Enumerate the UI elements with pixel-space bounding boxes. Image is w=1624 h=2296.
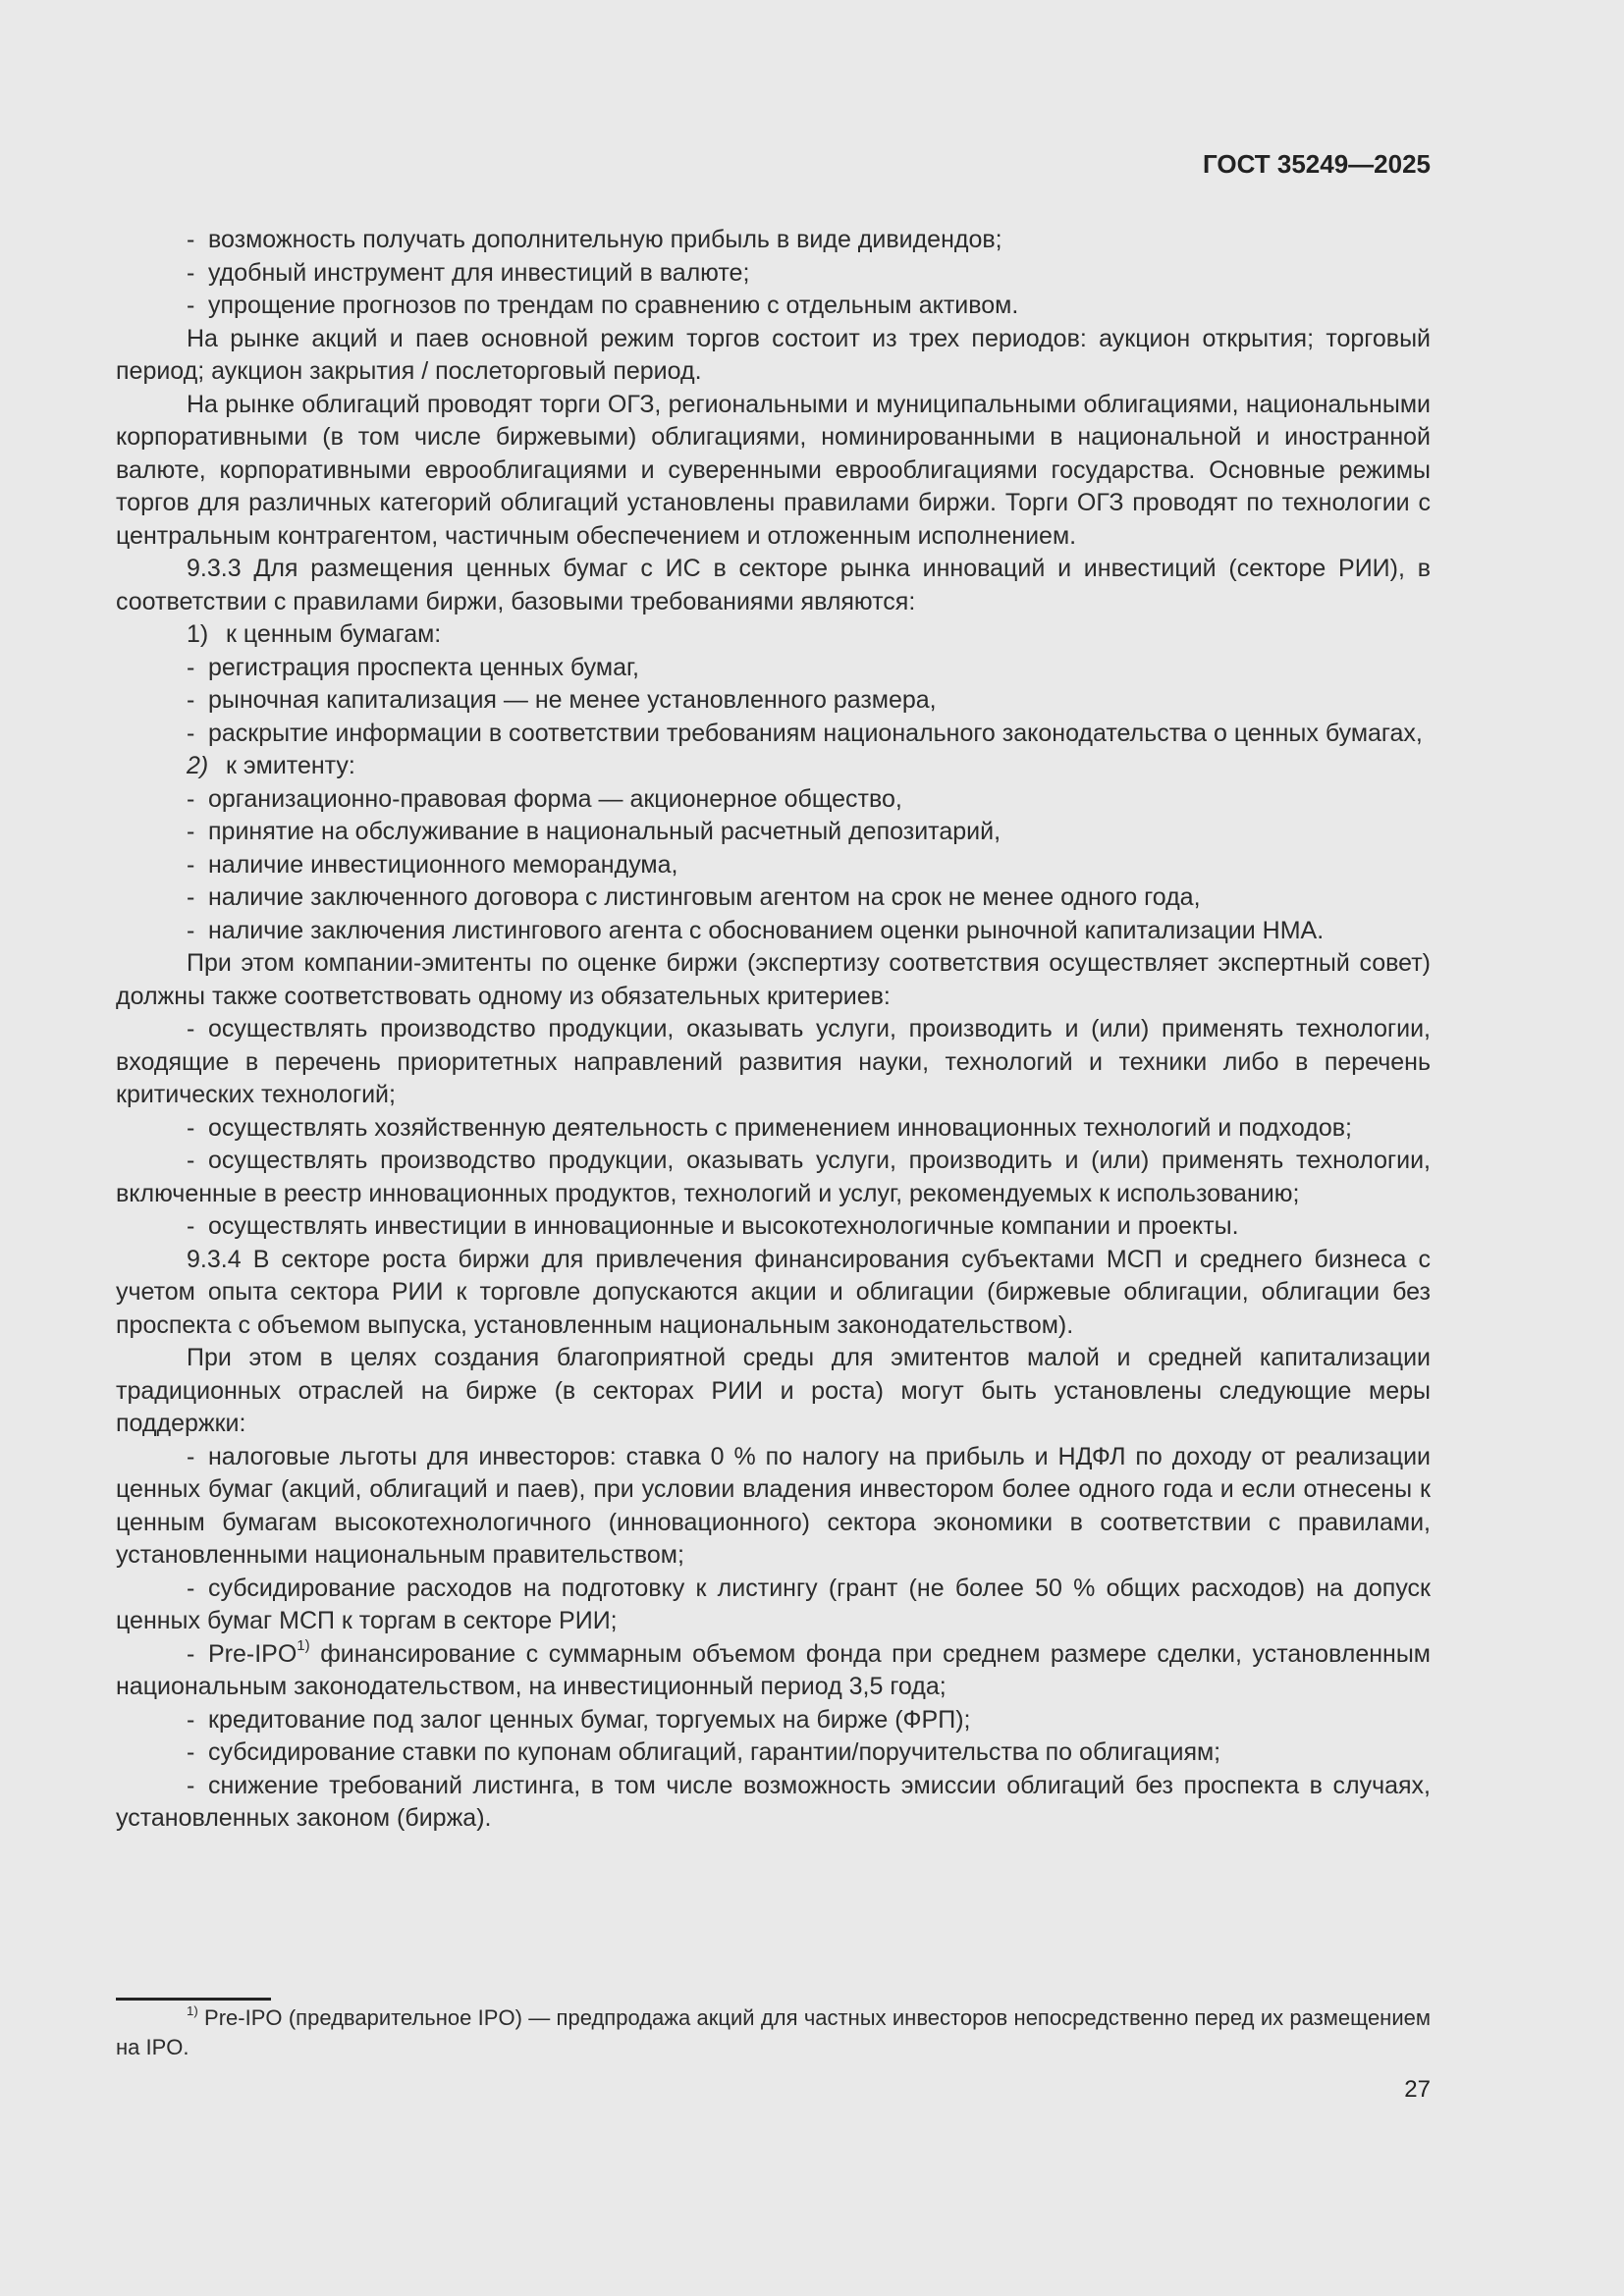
footnote-reference[interactable]: 1) [297,1637,310,1655]
bullet-item [116,684,1431,718]
bullet-item [116,1013,1431,1112]
bullet-item [116,257,1431,291]
bullet-text: раскрытие информации в соответствии требованиям национального законодательства о ценных бумагах, [208,719,1423,747]
bullet-dash: - [187,1015,195,1042]
bullet-dash: - [187,818,195,845]
bullet-text: осуществлять инвестиции в инновационные и высокотехнологичные компании и проекты. [208,1212,1239,1240]
bullet-text: снижение требований листинга, в том числе возможность эмиссии облигаций без проспекта в случаях, установленных законом (биржа). [116,1771,1431,1832]
bullet-text-start: Pre-IPO [208,1639,298,1668]
item-text: к эмитенту: [226,752,355,779]
bullet-dash: - [187,1639,195,1668]
bullet-text: наличие заключенного договора с листинговым агентом на срок не менее одного года, [208,883,1201,911]
bullet-dash: - [187,226,195,253]
paragraph: При этом компании-эмитенты по оценке биржи (экспертизу соответствия осуществляет экспертный совет) должны также соответствовать одному из обязательных критериев: [116,949,1431,1010]
bullet-text: наличие заключения листингового агента с обоснованием оценки рыночной капитализации НМА. [208,916,1325,944]
bullet-text-rest: финансирование с суммарным объемом фонда при среднем размере сделки, установленным национальным законодательством, на инвестиционный период 3,5 года; [116,1639,1431,1700]
footnote-text: Pre-IPO (предварительное IPO) — предпродажа акций для частных инвесторов непосредственно перед их размещением на IPO. [116,2005,1431,2059]
item-number: 2) [187,752,209,779]
numbered-item [116,750,1431,783]
bullet-item [116,816,1431,849]
bullet-text: возможность получать дополнительную прибыль в виде дивидендов; [208,226,1002,253]
bullet-item [116,652,1431,685]
bullet-item [116,290,1431,323]
bullet-dash: - [187,784,195,813]
bullet-text: налоговые льготы для инвесторов: ставка 0 % по налогу на прибыль и НДФЛ по доходу от реализации ценных бумаг (акций, облигаций и паев), при условии владения инвестором более одного года и если отнесены к ценным бумагам высокотехнологичного (инновационного) сектора экономики в соответствии с правилами, установленными национальным правительством; [116,1442,1431,1569]
item-text: к ценным бумагам: [226,620,442,648]
bullet-dash: - [187,1113,195,1142]
bullet-dash: - [187,916,195,944]
paragraph: На рынке акций и паев основной режим торгов состоит из трех периодов: аукцион открытия; торговый период; аукцион закрытия / послеторговый период. [116,324,1431,385]
bullet-item [116,1145,1431,1210]
bullet-item [116,881,1431,915]
bullet-item [116,718,1431,751]
bullet-dash: - [187,1771,195,1799]
bullet-dash: - [187,686,195,714]
bullet-dash: - [187,653,195,681]
bullet-text: субсидирование расходов на подготовку к листингу (грант (не более 50 % общих расходов) на допуск ценных бумаг МСП к торгам в секторе РИИ; [116,1574,1431,1634]
footnote-separator [116,1998,271,2001]
item-number: 1) [187,620,209,648]
bullet-text: наличие инвестиционного меморандума, [208,850,678,879]
bullet-dash: - [187,850,195,879]
bullet-item [116,915,1431,948]
bullet-text: осуществлять производство продукции, оказывать услуги, производить и (или) применять технологии, входящие в перечень приоритетных направлений развития науки, технологий и техники либо в перечень критических технологий; [116,1015,1431,1108]
bullet-dash: - [187,1738,195,1766]
bullet-dash: - [187,1147,195,1174]
bullet-item [116,1770,1431,1836]
bullet-text: удобный инструмент для инвестиций в валюте; [208,258,750,287]
bullet-dash: - [187,258,195,287]
bullet-item [116,1441,1431,1573]
bullet-text: осуществлять производство продукции, оказывать услуги, производить и (или) применять технологии, включенные в реестр инновационных продуктов, технологий и услуг, рекомендуемых к использованию; [116,1147,1431,1207]
bullet-dash: - [187,883,195,911]
doc-code-header: ГОСТ 35249—2025 [1203,149,1431,179]
bullet-item [116,1210,1431,1244]
bullet-dash: - [187,1442,195,1470]
bullet-dash: - [187,1212,195,1240]
paragraph: На рынке облигаций проводят торги ОГЗ, региональными и муниципальными облигациями, национальными корпоративными (в том числе биржевыми) облигациями, номинированными в национальной и иностранной валюте, корпоративными еврооблигациями и суверенными еврооблигациями государства. Основные режимы торгов для различных категорий облигаций установлены правилами биржи. Торги ОГЗ проводят по технологии с центральным контрагентом, частичным обеспечением и отложенным исполнением. [116,390,1431,550]
bullet-item [116,1704,1431,1737]
bullet-text: кредитование под залог ценных бумаг, торгуемых на бирже (ФРП); [208,1705,971,1734]
bullet-text: субсидирование ставки по купонам облигаций, гарантии/поручительства по облигациям; [208,1738,1221,1766]
bullet-text: рыночная капитализация — не менее установленного размера, [208,686,937,714]
bullet-text: упрощение прогнозов по трендам по сравнению с отдельным активом. [208,292,1019,319]
bullet-item [116,783,1431,817]
bullet-text: регистрация проспекта ценных бумаг, [208,653,640,681]
bullet-text: организационно-правовая форма — акционерное общество, [208,784,902,813]
bullet-item [116,1638,1431,1704]
footnote-marker: 1) [187,2002,198,2018]
bullet-dash: - [187,1574,195,1602]
footnote [116,2003,1431,2062]
bullet-item [116,1573,1431,1638]
bullet-text: осуществлять хозяйственную деятельность с применением инновационных технологий и подходов; [208,1113,1352,1142]
page-number: 27 [1404,2076,1431,2103]
clause-9-3-3: 9.3.3 Для размещения ценных бумаг с ИС в секторе рынка инноваций и инвестиций (секторе РИИ), в соответствии с правилами биржи, базовыми требованиями являются: [116,555,1431,615]
numbered-item [116,618,1431,652]
bullet-item [116,849,1431,882]
paragraph: При этом в целях создания благоприятной среды для эмитентов малой и средней капитализации традиционных отраслей на бирже (в секторах РИИ и роста) могут быть установлены следующие меры поддержки: [116,1344,1431,1437]
bullet-dash: - [187,1705,195,1734]
bullet-text: принятие на обслуживание в национальный расчетный депозитарий, [208,818,1001,845]
clause-9-3-4: 9.3.4 В секторе роста биржи для привлечения финансирования субъектами МСП и среднего бизнеса с учетом опыта сектора РИИ к торговле допускаются акции и облигации (биржевые облигации, облигации без проспекта с объемом выпуска, установленным национальным законодательством). [116,1245,1431,1339]
body-text [116,224,1431,1836]
bullet-dash: - [187,719,195,747]
bullet-dash: - [187,292,195,319]
bullet-item [116,224,1431,257]
bullet-item [116,1112,1431,1146]
bullet-item [116,1736,1431,1770]
